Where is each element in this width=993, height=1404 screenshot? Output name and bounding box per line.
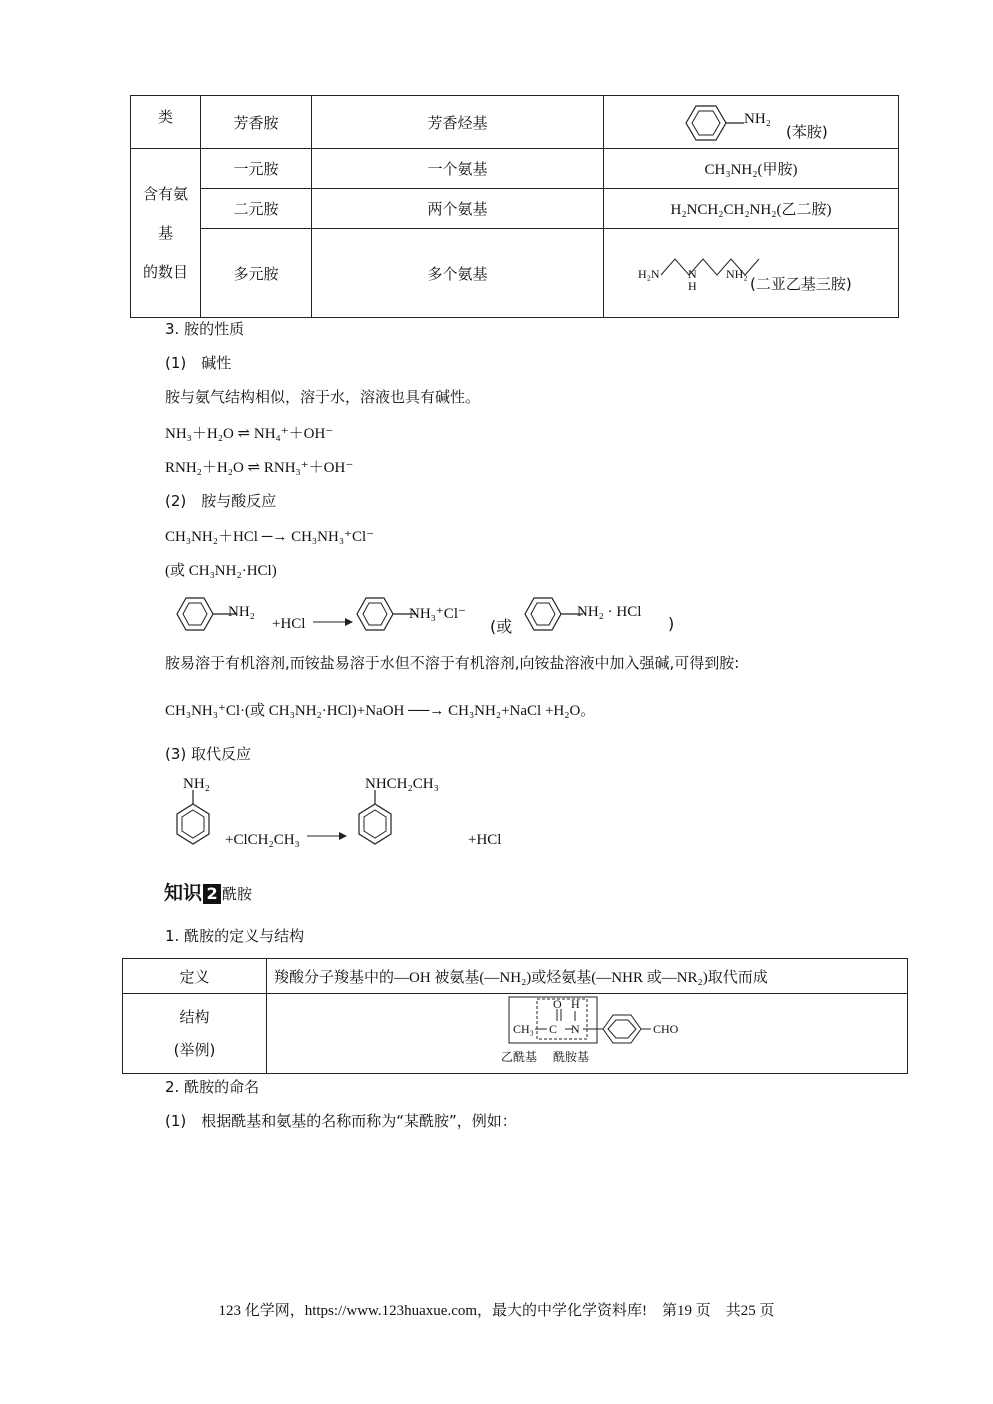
subsection-title: (3) 取代反应 — [165, 745, 252, 763]
aniline-name: (苯胺) — [786, 123, 828, 141]
type-cell: 芳香胺 — [201, 96, 312, 149]
nh2-label: NH₂ — [744, 111, 771, 127]
table-row: 多元胺 多个氨基 H₂N N H NH₂ (二亚乙基三胺) — [131, 229, 899, 318]
knowledge-heading: 知识 2 酰胺 — [164, 882, 253, 904]
amide-structure-diagram: O H CH₃ C N CHO 乙酰基 酰胺基 — [267, 995, 907, 1073]
arrow-icon — [313, 616, 353, 628]
subsection-title: (2) 胺与酸反应 — [165, 492, 277, 510]
amine-classification-table — [130, 95, 899, 318]
example-cell — [604, 96, 899, 149]
equation-5: CH₃NH₃⁺Cl·(或 CH₃NH₂·HCl)+NaOH ──→ CH₃NH₂+NaCl +H₂O。 — [165, 703, 596, 719]
table-row: 定义 羧酸分子羧基中的—OH 被氨基(—NH₂)或烃氨基(—NHR 或—NR₂)取代而成 — [123, 959, 908, 994]
amide-definition-table — [122, 958, 908, 1074]
equation-1: NH₃＋H₂O ⇌ NH₄⁺＋OH⁻ — [165, 426, 334, 442]
equation-4: NH₂ +HCl NH₃⁺Cl⁻ (或 NH₂ · HCl ) — [165, 594, 705, 636]
section-title: 2. 酰胺的命名 — [165, 1078, 260, 1096]
table-row — [131, 96, 899, 149]
equation-6: NH₂ +ClCH₂CH₃ NHCH₂CH₃ +HCl — [165, 774, 525, 850]
benzene-ring-icon — [171, 790, 215, 846]
benzene-ring-icon — [676, 101, 746, 145]
section-title: 3. 胺的性质 — [165, 320, 245, 338]
equation-3b: (或 CH₃NH₂·HCl) — [165, 563, 277, 579]
benzene-ring-icon — [353, 790, 397, 846]
table-row: 二元胺 两个氨基 H₂NCH₂CH₂NH₂(乙二胺) — [131, 189, 899, 229]
knowledge-number-badge: 2 — [203, 884, 221, 904]
table-row: 结构 (举例) O H CH₃ C N CHO 乙酰基 酰胺基 — [123, 994, 908, 1074]
category-cell: 类 — [131, 96, 201, 149]
paragraph: (1) 根据酰基和氨基的名称而称为“某酰胺”，例如： — [165, 1112, 517, 1130]
paragraph: 胺易溶于有机溶剂,而铵盐易溶于水但不溶于有机溶剂,向铵盐溶液中加入强碱,可得到胺: — [165, 654, 740, 672]
equation-3: CH₃NH₂＋HCl ─→ CH₃NH₃⁺Cl⁻ — [165, 529, 375, 545]
merged-category-cell: 含有氨 基 的数目 — [131, 149, 201, 318]
page-footer: 123 化学网，https://www.123huaxue.com，最大的中学化学资料库! 第19 页 共25 页 — [218, 1303, 775, 1319]
desc-cell: 芳香烃基 — [312, 96, 604, 149]
subsection-title: (1) 碱性 — [165, 354, 232, 372]
equation-2: RNH₂＋H₂O ⇌ RNH₃⁺＋OH⁻ — [165, 460, 354, 476]
paragraph: 胺与氨气结构相似，溶于水，溶液也具有碱性。 — [165, 388, 481, 406]
acetanilide-structure-icon — [507, 995, 737, 1073]
section-title: 1. 酰胺的定义与结构 — [165, 927, 305, 945]
table-row: 含有氨 基 的数目 一元胺 一个氨基 CH₃NH₂(甲胺) — [131, 149, 899, 189]
arrow-icon — [307, 830, 347, 842]
